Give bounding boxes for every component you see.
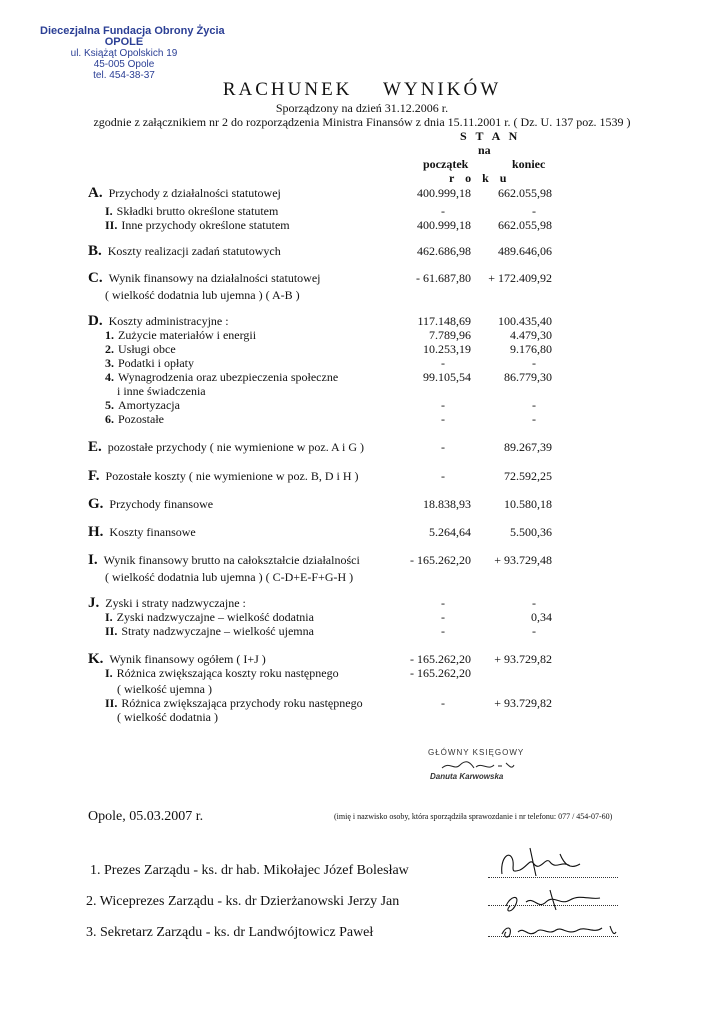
row-text: Zyski i straty nadzwyczajne : [105, 596, 246, 610]
value-start-of-year: - [441, 696, 445, 710]
value-end-of-year: + 93.729,82 [494, 696, 552, 710]
statement-row [0, 204, 724, 219]
statement-row [0, 328, 724, 343]
row-text: Pozostałe [118, 412, 164, 426]
place-date: Opole, 05.03.2007 r. [88, 809, 204, 824]
statement-row [0, 244, 724, 259]
row-text: Wynagrodzenia oraz ubezpieczenia społeczne [118, 370, 339, 384]
header-na: na [478, 143, 491, 157]
value-end-of-year: - [532, 596, 536, 610]
row-label [88, 271, 321, 286]
row-label [88, 525, 196, 540]
accountant-title: GŁÓWNY KSIĘGOWY [428, 748, 525, 757]
value-start-of-year: - [441, 412, 445, 426]
document-title: RACHUNEK WYNIKÓW [222, 79, 502, 100]
row-text: Inne przychody określone statutem [121, 218, 290, 232]
row-label: ( wielkość dodatnia lub ujemna ) ( C-D+E-F+G-H ) [105, 570, 354, 584]
row-label [105, 370, 338, 385]
value-start-of-year: - 165.262,20 [410, 652, 471, 666]
row-label [88, 553, 360, 568]
row-letter: C. [88, 270, 103, 286]
value-end-of-year: + 172.409,92 [488, 271, 552, 285]
row-text: Wynik finansowy na działalności statutowej [108, 271, 321, 285]
row-label: i inne świadczenia [117, 384, 206, 398]
row-number: 2. [105, 342, 114, 356]
row-text: Przychody finansowe [109, 497, 214, 511]
row-label [88, 186, 281, 201]
row-text: Różnica zwiększająca przychody roku następnego [121, 696, 363, 710]
row-text: Usługi obce [118, 342, 176, 356]
row-letter: J. [88, 595, 100, 611]
row-label [88, 244, 281, 259]
statement-row [0, 440, 724, 455]
row-letter: F. [88, 468, 100, 484]
row-label [88, 440, 364, 455]
row-text: Zużycie materiałów i energii [118, 328, 257, 342]
row-number: II. [105, 624, 118, 638]
header-poczatek: początek [423, 157, 469, 171]
statement-row [0, 497, 724, 512]
value-start-of-year: 99.105,54 [423, 370, 471, 384]
row-label [105, 204, 278, 219]
accountant-stamp [410, 746, 525, 786]
row-text: Składki brutto określone statutem [116, 204, 279, 218]
value-start-of-year: - [441, 469, 445, 483]
statement-row [0, 652, 724, 667]
row-text: Koszty finansowe [109, 525, 196, 539]
statement-row [0, 356, 724, 371]
statement-row [0, 370, 724, 385]
row-label: ( wielkość dodatnia lub ujemna ) ( A-B ) [105, 288, 300, 302]
row-label [105, 610, 314, 625]
statement-row [0, 469, 724, 484]
row-label [105, 412, 164, 427]
value-start-of-year: - [441, 398, 445, 412]
row-text: Różnica zwiększająca koszty roku następnego [116, 666, 339, 680]
row-text: Koszty administracyjne : [108, 314, 229, 328]
value-end-of-year: 86.779,30 [504, 370, 552, 384]
board-signatures-icon [490, 840, 630, 950]
row-label [88, 497, 213, 512]
value-start-of-year: 10.253,19 [423, 342, 471, 356]
row-number: I. [105, 204, 113, 218]
value-end-of-year: - [532, 356, 536, 370]
stamp-line-3: ul. Książąt Opolskich 19 [70, 48, 178, 59]
row-label [105, 218, 290, 233]
legal-basis: zgodnie z załącznikiem nr 2 do rozporządzenia Ministra Finansów z dnia 15.11.2001 r. ( Dz. U. 137 poz. 1539 ) [93, 115, 631, 129]
value-start-of-year: - [441, 610, 445, 624]
value-start-of-year: - [441, 356, 445, 370]
statement-row [0, 342, 724, 357]
stamp-line-5: tel. 454-38-37 [93, 70, 155, 81]
value-start-of-year: 400.999,18 [417, 218, 471, 232]
row-letter: I. [88, 552, 98, 568]
value-end-of-year: 89.267,39 [504, 440, 552, 454]
value-end-of-year: 662.055,98 [498, 218, 552, 232]
row-letter: E. [88, 439, 102, 455]
stamp-line-1: Diecezjalna Fundacja Obrony Życia [40, 25, 225, 37]
value-end-of-year: - [532, 204, 536, 218]
statement-row [0, 610, 724, 625]
row-text: Straty nadzwyczajne – wielkość ujemna [121, 624, 314, 638]
document-date: Sporządzony na dzień 31.12.2006 r. [275, 101, 449, 115]
statement-row [0, 271, 724, 286]
board-member-3: 3. Sekretarz Zarządu - ks. dr Landwójtowicz Paweł [86, 925, 374, 940]
statement-row [0, 218, 724, 233]
statement-row [0, 288, 724, 303]
row-letter: D. [88, 313, 103, 329]
statement-row [0, 570, 724, 585]
row-letter: K. [88, 651, 104, 667]
value-end-of-year: 662.055,98 [498, 186, 552, 200]
row-label [88, 469, 359, 484]
value-start-of-year: 400.999,18 [417, 186, 471, 200]
row-number: I. [105, 666, 113, 680]
statement-row [0, 384, 724, 399]
row-text: Wynik finansowy brutto na całokształcie działalności [103, 553, 360, 567]
row-label [105, 342, 176, 357]
row-text: Wynik finansowy ogółem ( I+J ) [109, 652, 266, 666]
value-start-of-year: - 165.262,20 [410, 553, 471, 567]
statement-row [0, 696, 724, 711]
stamp-line-2: OPOLE [104, 36, 144, 48]
row-number: 4. [105, 370, 114, 384]
row-label [105, 624, 314, 639]
value-end-of-year: - [532, 398, 536, 412]
row-letter: A. [88, 185, 103, 201]
statement-row [0, 186, 724, 201]
value-start-of-year: - 61.687,80 [416, 271, 471, 285]
value-start-of-year: 462.686,98 [417, 244, 471, 258]
value-start-of-year: - [441, 440, 445, 454]
statement-row [0, 525, 724, 540]
row-label [105, 356, 194, 371]
row-text: Pozostałe koszty ( nie wymienione w poz. B, D i H ) [105, 469, 359, 483]
row-letter: B. [88, 243, 102, 259]
stamp-line-4: 45-005 Opole [93, 59, 155, 70]
value-end-of-year: 5.500,36 [510, 525, 552, 539]
value-end-of-year: 9.176,80 [510, 342, 552, 356]
row-letter: G. [88, 496, 104, 512]
statement-row [0, 412, 724, 427]
row-text: pozostałe przychody ( nie wymienione w poz. A i G ) [107, 440, 365, 454]
row-number: 6. [105, 412, 114, 426]
value-end-of-year: 0,34 [531, 610, 552, 624]
row-label [105, 696, 363, 711]
statement-row [0, 398, 724, 413]
statement-row [0, 624, 724, 639]
row-label [105, 398, 180, 413]
row-letter: H. [88, 524, 104, 540]
board-member-1: 1. Prezes Zarządu - ks. dr hab. Mikołajec Józef Bolesław [90, 863, 409, 878]
header-koniec: koniec [512, 157, 546, 171]
row-number: 3. [105, 356, 114, 370]
statement-row [0, 682, 724, 697]
value-end-of-year: 10.580,18 [504, 497, 552, 511]
row-number: II. [105, 218, 118, 232]
preparer-note: (imię i nazwisko osoby, która sporządziła sprawozdanie i nr telefonu: 077 / 454-07-60) [334, 812, 613, 821]
row-label: ( wielkość ujemna ) [117, 682, 212, 696]
row-text: Zyski nadzwyczajne – wielkość dodatnia [116, 610, 314, 624]
value-end-of-year: + 93.729,82 [494, 652, 552, 666]
row-text: Amortyzacja [118, 398, 180, 412]
value-start-of-year: 117.148,69 [417, 314, 471, 328]
row-text: Przychody z działalności statutowej [108, 186, 281, 200]
value-start-of-year: - [441, 596, 445, 610]
row-label [105, 328, 256, 343]
value-start-of-year: 5.264,64 [429, 525, 471, 539]
value-start-of-year: - 165.262,20 [410, 666, 471, 680]
statement-row [0, 596, 724, 611]
value-start-of-year: 18.838,93 [423, 497, 471, 511]
row-text: Koszty realizacji zadań statutowych [107, 244, 281, 258]
value-end-of-year: 489.646,06 [498, 244, 552, 258]
row-number: II. [105, 696, 118, 710]
row-number: 5. [105, 398, 114, 412]
value-end-of-year: 4.479,30 [510, 328, 552, 342]
statement-row [0, 553, 724, 568]
value-end-of-year: + 93.729,48 [494, 553, 552, 567]
row-label [88, 652, 266, 667]
value-end-of-year: 100.435,40 [498, 314, 552, 328]
statement-row [0, 710, 724, 725]
value-start-of-year: 7.789,96 [429, 328, 471, 342]
accountant-signature-icon [440, 759, 520, 773]
board-member-2: 2. Wiceprezes Zarządu - ks. dr Dzierżanowski Jerzy Jan [86, 894, 400, 909]
value-end-of-year: 72.592,25 [504, 469, 552, 483]
accountant-name: Danuta Karwowska [430, 772, 504, 781]
header-roku: r o k u [449, 171, 511, 185]
statement-row [0, 666, 724, 681]
row-number: I. [105, 610, 113, 624]
value-end-of-year: - [532, 412, 536, 426]
row-number: 1. [105, 328, 114, 342]
value-start-of-year: - [441, 624, 445, 638]
header-stan: S T A N [460, 129, 521, 143]
row-label [105, 666, 339, 681]
row-label: ( wielkość dodatnia ) [117, 710, 218, 724]
value-end-of-year: - [532, 624, 536, 638]
row-text: Podatki i opłaty [118, 356, 194, 370]
row-label [88, 314, 229, 329]
statement-row [0, 314, 724, 329]
value-start-of-year: - [441, 204, 445, 218]
row-label [88, 596, 246, 611]
